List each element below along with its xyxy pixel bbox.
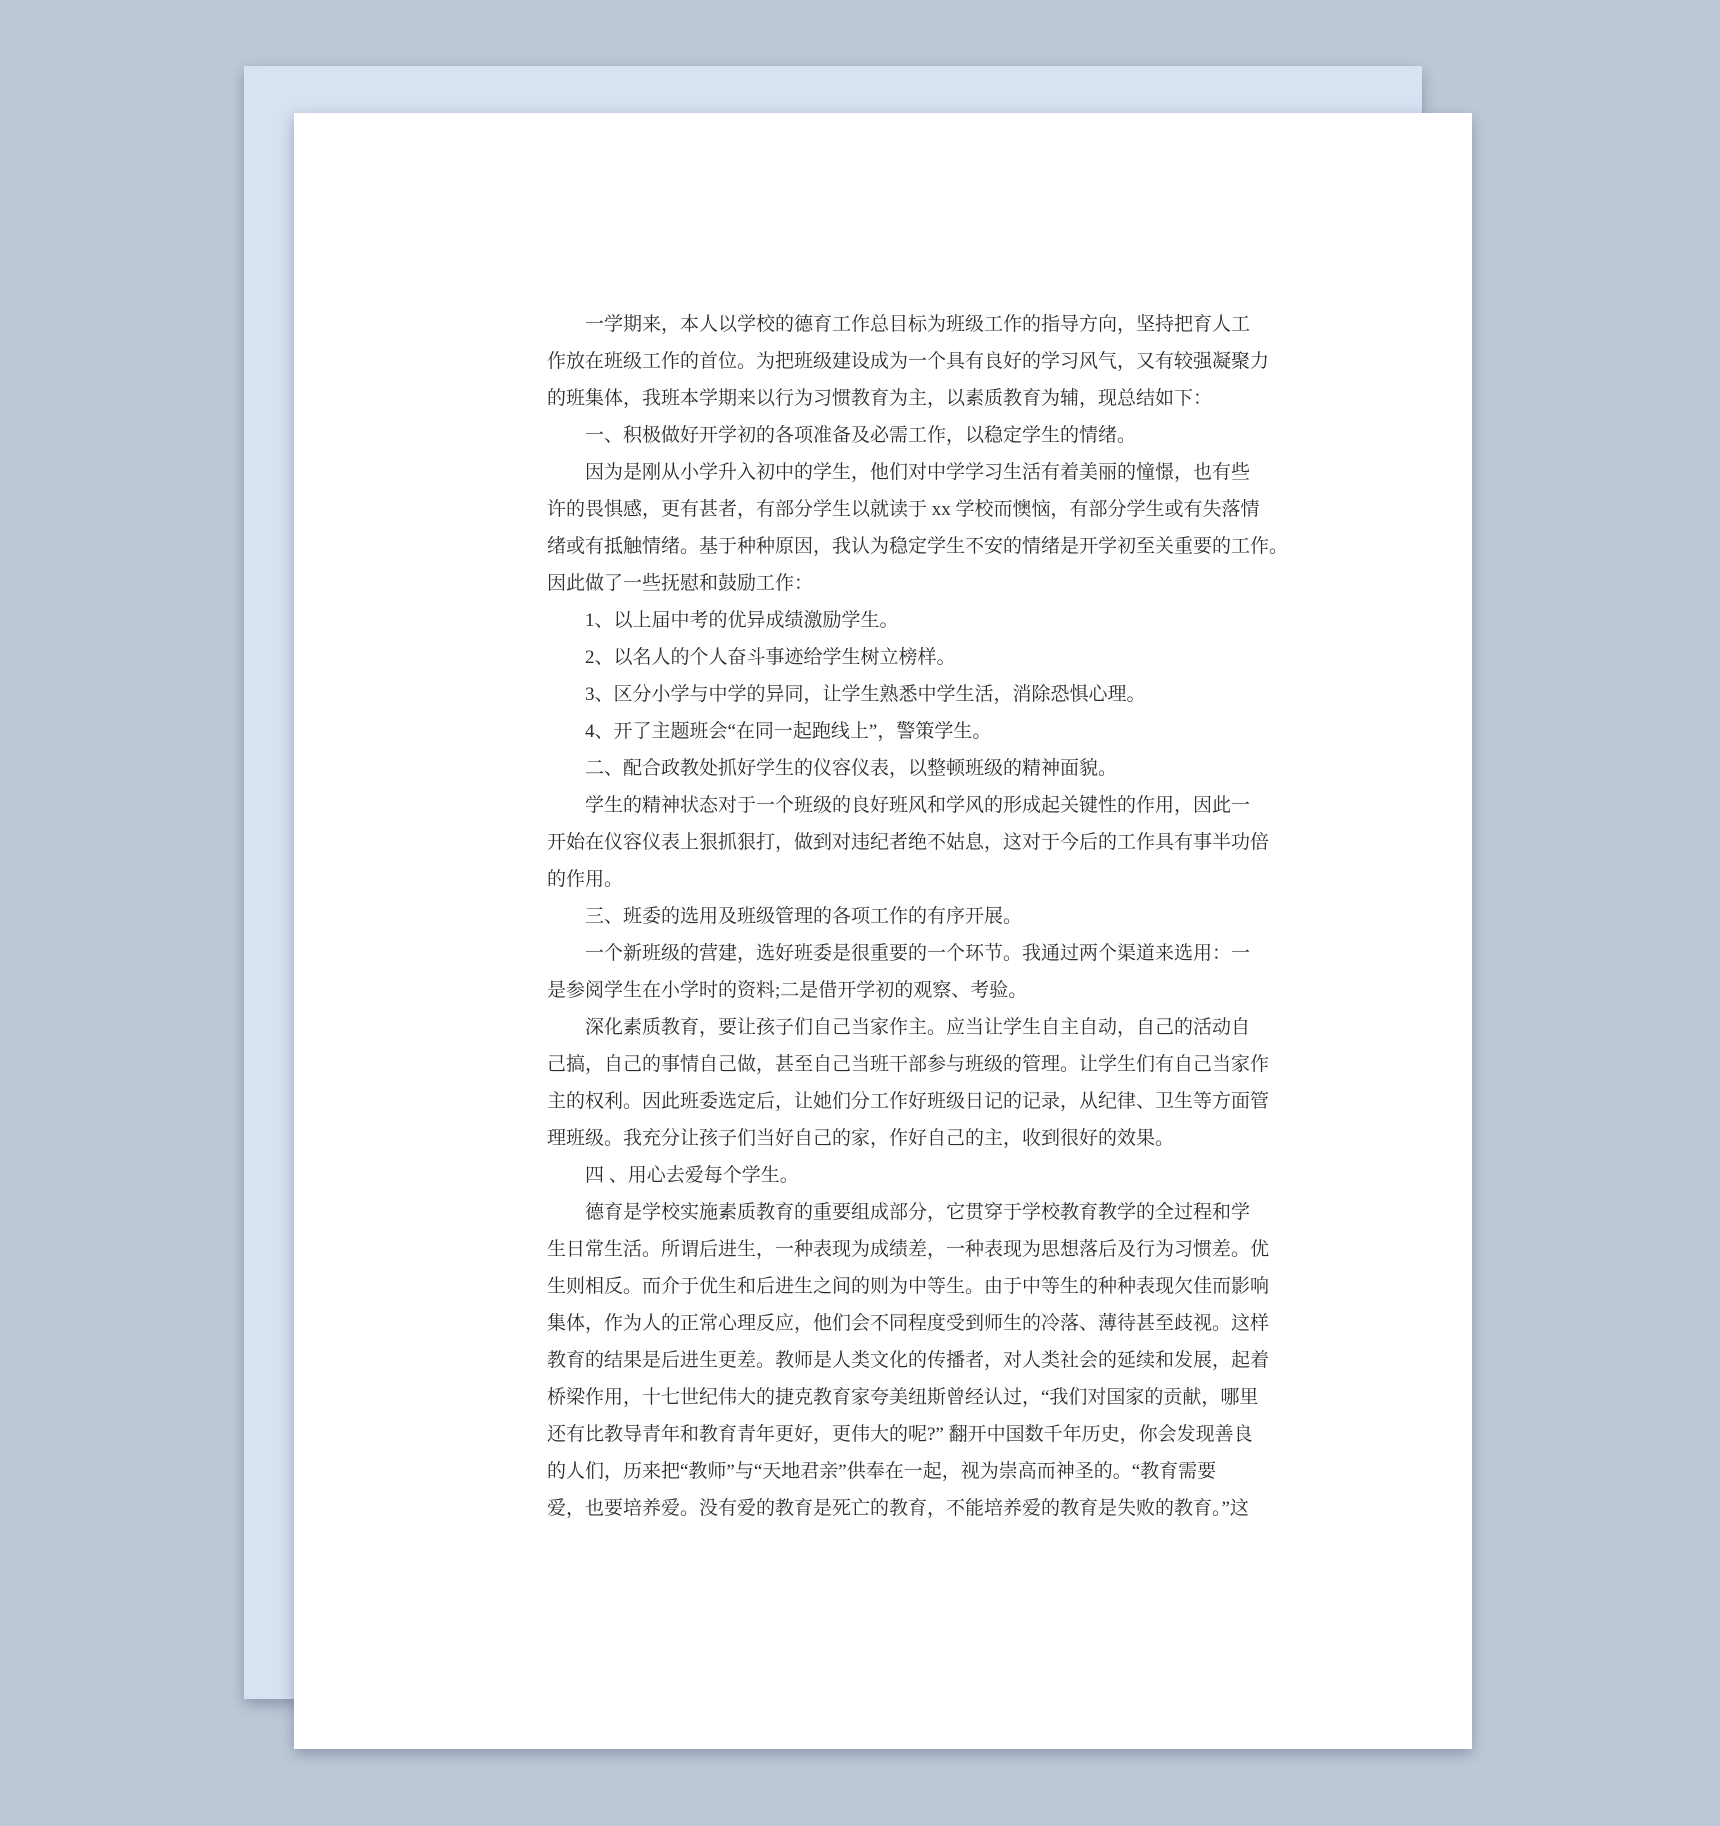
text-line: 生则相反。而介于优生和后进生之间的则为中等生。由于中等生的种种表现欠佳而影响	[547, 1276, 1270, 1297]
list-item	[547, 713, 1288, 750]
text-line: 德育是学校实施素质教育的重要组成部分，它贯穿于学校教育教学的全过程和学	[585, 1202, 1251, 1223]
text-line: 还有比教导青年和教育青年更好，更伟大的呢?” 翻开中国数千年历史，你会发现善良	[547, 1424, 1253, 1445]
text-line: 4、开了主题班会“在同一起跑线上”，警策学生。	[585, 721, 992, 742]
text-line: 是参阅学生在小学时的资料;二是借开学初的观察、考验。	[547, 980, 1028, 1001]
text-line: 2、以名人的个人奋斗事迹给学生树立榜样。	[585, 647, 956, 668]
text-line: 爱，也要培养爱。没有爱的教育是死亡的教育，不能培养爱的教育是失败的教育。”这	[547, 1498, 1249, 1519]
text-line: 的班集体，我班本学期来以行为习惯教育为主，以素质教育为辅，现总结如下：	[547, 388, 1213, 409]
text-line: 教育的结果是后进生更差。教师是人类文化的传播者，对人类社会的延续和发展，起着	[547, 1350, 1270, 1371]
text-line: 四 、用心去爱每个学生。	[585, 1165, 799, 1186]
paragraph	[547, 935, 1288, 1009]
text-line: 一学期来，本人以学校的德育工作总目标为班级工作的指导方向，坚持把育人工	[585, 314, 1251, 335]
text-line: 二、配合政教处抓好学生的仪容仪表，以整顿班级的精神面貌。	[585, 758, 1118, 779]
text-line: 桥梁作用，十七世纪伟大的捷克教育家夸美纽斯曾经认过，“我们对国家的贡献，哪里	[547, 1387, 1259, 1408]
text-line: 一个新班级的营建，选好班委是很重要的一个环节。我通过两个渠道来选用：一	[585, 943, 1251, 964]
text-line: 许的畏惧感，更有甚者，有部分学生以就读于 xx 学校而懊恼，有部分学生或有失落情	[547, 499, 1260, 520]
text-line: 因为是刚从小学升入初中的学生，他们对中学学习生活有着美丽的憧憬，也有些	[585, 462, 1251, 483]
text-line: 深化素质教育，要让孩子们自己当家作主。应当让学生自主自动，自己的活动自	[585, 1017, 1251, 1038]
paragraph	[547, 306, 1288, 417]
text-line: 理班级。我充分让孩子们当好自己的家，作好自己的主，收到很好的效果。	[547, 1128, 1175, 1149]
text-line: 学生的精神状态对于一个班级的良好班风和学风的形成起关键性的作用，因此一	[585, 795, 1251, 816]
list-item	[547, 639, 1288, 676]
text-line: 作放在班级工作的首位。为把班级建设成为一个具有良好的学习风气，又有较强凝聚力	[547, 351, 1270, 372]
text-line: 主的权利。因此班委选定后，让她们分工作好班级日记的记录，从纪律、卫生等方面管	[547, 1091, 1270, 1112]
text-line: 1、以上届中考的优异成绩激励学生。	[585, 610, 899, 631]
paragraph	[547, 454, 1288, 602]
text-line: 绪或有抵触情绪。基于种种原因，我认为稳定学生不安的情绪是开学初至关重要的工作。	[547, 536, 1289, 557]
document-page	[294, 113, 1472, 1749]
text-line: 3、区分小学与中学的异同，让学生熟悉中学生活，消除恐惧心理。	[585, 684, 1146, 705]
paragraph	[547, 1194, 1288, 1527]
list-item	[547, 602, 1288, 639]
list-item	[547, 676, 1288, 713]
text-line: 开始在仪容仪表上狠抓狠打，做到对违纪者绝不姑息，这对于今后的工作具有事半功倍	[547, 832, 1270, 853]
paragraph	[547, 1009, 1288, 1157]
text-line: 己搞，自己的事情自己做，甚至自己当班干部参与班级的管理。让学生们有自己当家作	[547, 1054, 1270, 1075]
section-heading	[547, 417, 1288, 454]
document-body	[547, 306, 1288, 1527]
text-line: 生日常生活。所谓后进生，一种表现为成绩差，一种表现为思想落后及行为习惯差。优	[547, 1239, 1270, 1260]
paragraph	[547, 787, 1288, 898]
text-line: 的作用。	[547, 869, 624, 890]
section-heading	[547, 898, 1288, 935]
text-line: 集体，作为人的正常心理反应，他们会不同程度受到师生的冷落、薄待甚至歧视。这样	[547, 1313, 1270, 1334]
text-line: 的人们，历来把“教师”与“天地君亲”供奉在一起，视为崇高而神圣的。“教育需要	[547, 1461, 1217, 1482]
section-heading	[547, 750, 1288, 787]
text-line: 三、班委的选用及班级管理的各项工作的有序开展。	[585, 906, 1023, 927]
text-line: 因此做了一些抚慰和鼓励工作：	[547, 573, 814, 594]
section-heading	[547, 1157, 1288, 1194]
text-line: 一、积极做好开学初的各项准备及必需工作，以稳定学生的情绪。	[585, 425, 1137, 446]
